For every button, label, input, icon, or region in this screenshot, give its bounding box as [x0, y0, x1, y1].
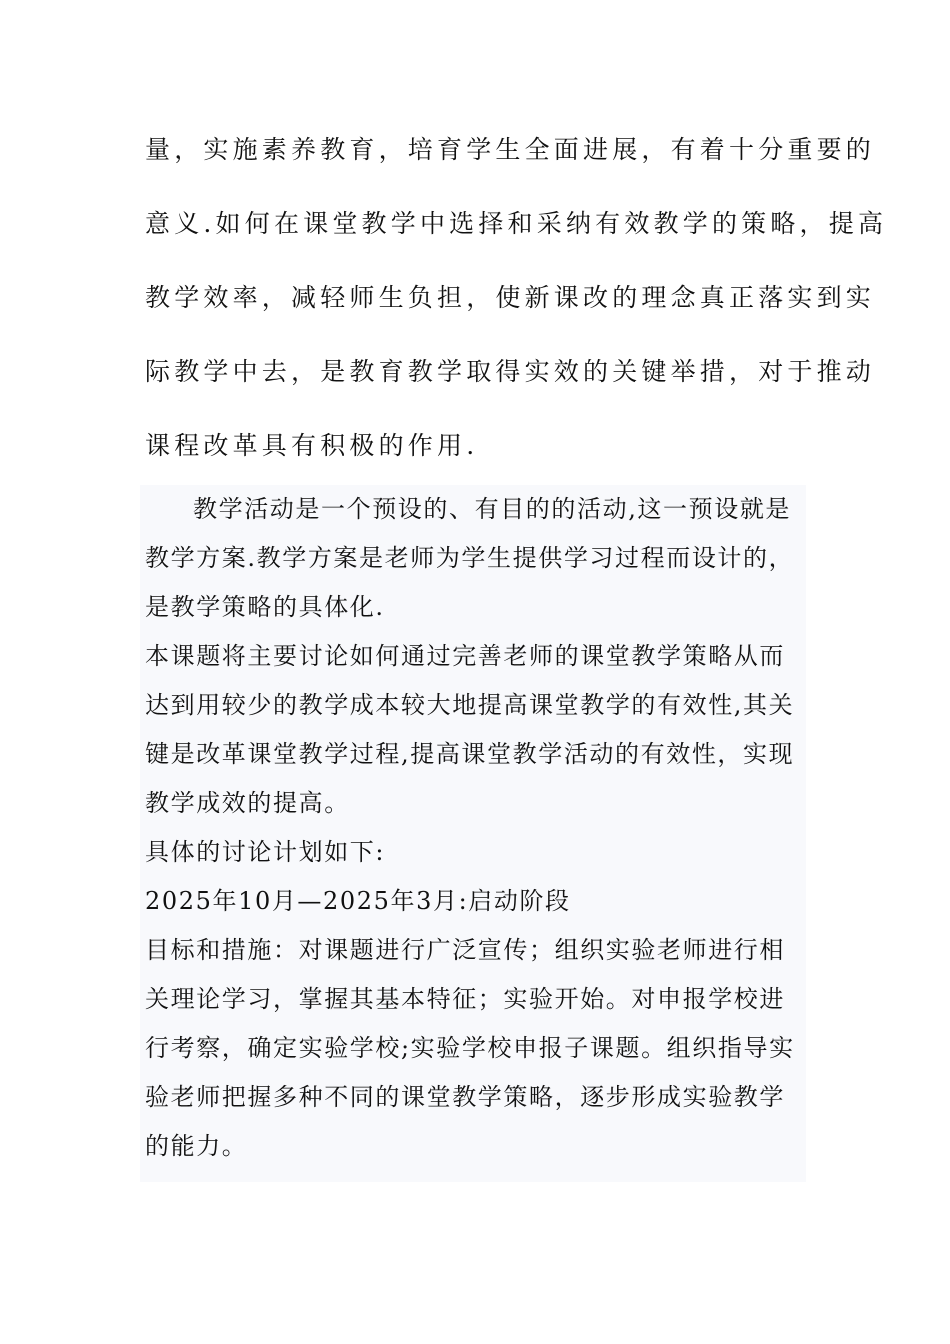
text-line: 教学成效的提高。: [145, 789, 350, 817]
text-line: 本课题将主要讨论如何通过完善老师的课堂教学策略从而: [145, 642, 785, 670]
paragraph-teaching-plan: [140, 485, 806, 632]
text-line: 具体的讨论计划如下:: [145, 838, 386, 866]
paragraph-goals-measures: [140, 926, 806, 1171]
text-line: 键是改革课堂教学过程,提高课堂教学活动的有效性，实现: [145, 740, 795, 768]
text-line: 课程改革具有积极的作用.: [145, 431, 479, 460]
text-line: 量，实施素养教育，培育学生全面进展，有着十分重要的: [145, 135, 876, 164]
text-line: 际教学中去，是教育教学取得实效的关键举措，对于推动: [145, 357, 876, 386]
text-line: 验老师把握多种不同的课堂教学策略，逐步形成实验教学: [145, 1083, 785, 1111]
text-line: 教学活动是一个预设的、有目的的活动,这一预设就是: [193, 495, 792, 523]
plan-intro: [140, 828, 806, 877]
text-line: 2025年10月—2025年3月:启动阶段: [145, 887, 571, 915]
text-line: 是教学策略的具体化.: [145, 593, 385, 621]
text-line: 教学方案.教学方案是老师为学生提供学习过程而设计的，: [145, 544, 795, 572]
paragraph-research-focus: [140, 632, 806, 828]
text-line: 关理论学习，掌握其基本特征；实验开始。对申报学校进: [145, 985, 785, 1013]
phase-title: [140, 877, 806, 926]
text-line: 意义.如何在课堂教学中选择和采纳有效教学的策略，提高: [145, 209, 888, 238]
text-line: 教学效率，减轻师生负担，使新课改的理念真正落实到实: [145, 283, 876, 312]
text-line: 目标和措施：对课题进行广泛宣传；组织实验老师进行相: [145, 936, 785, 964]
text-line: 行考察，确定实验学校;实验学校申报子课题。组织指导实: [145, 1034, 795, 1062]
upper-paragraph: [145, 118, 888, 488]
text-line: 达到用较少的教学成本较大地提高课堂教学的有效性,其关: [145, 691, 795, 719]
shaded-text-block: [140, 485, 806, 1182]
text-line: 的能力。: [145, 1132, 248, 1160]
